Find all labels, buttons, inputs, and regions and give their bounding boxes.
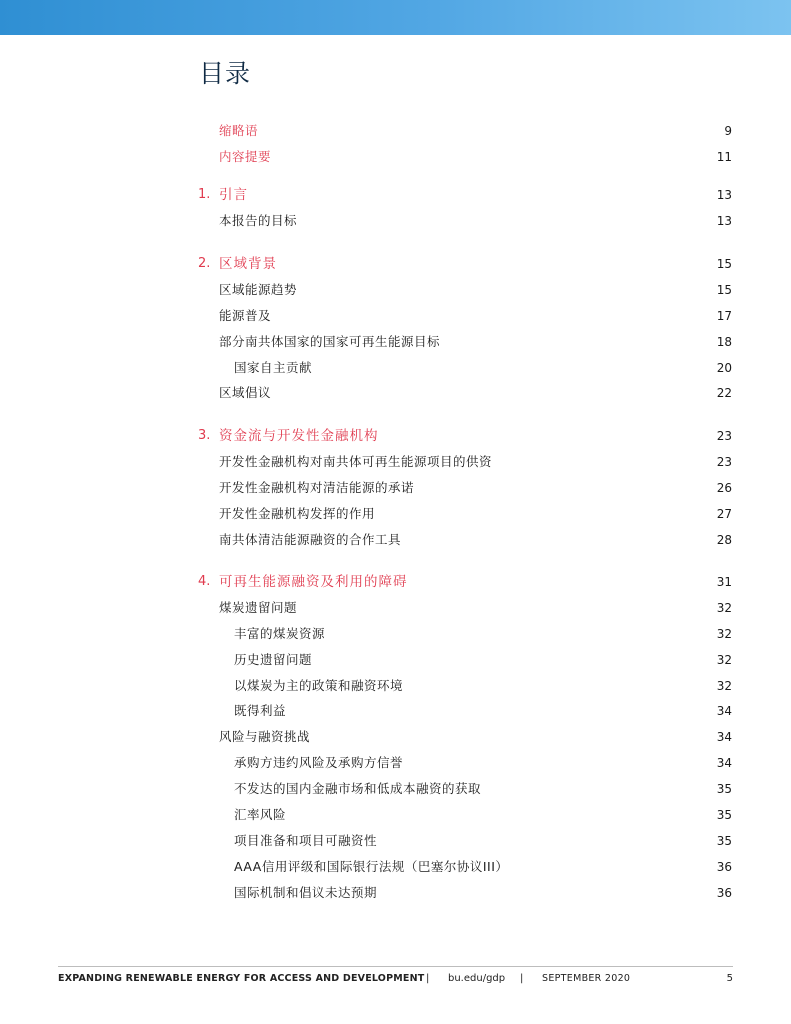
toc-section[interactable] [0, 383, 791, 403]
toc-entry-label: 本报告的目标 [219, 213, 298, 228]
toc-entry-label: 历史遗留问题 [234, 652, 313, 667]
toc-section[interactable] [0, 306, 791, 326]
toc-page-number: 26 [716, 481, 732, 495]
footer-divider [58, 966, 733, 967]
toc-entry-abbreviations[interactable] [0, 121, 791, 141]
toc-page-number: 13 [716, 188, 732, 202]
toc-entry-label: AAA信用评级和国际银行法规（巴塞尔协议III） [234, 859, 509, 874]
toc-entry-label: 缩略语 [219, 123, 259, 138]
chapter-title: 引言 [219, 187, 248, 203]
toc-page-number: 15 [716, 283, 732, 297]
toc-entry-label: 煤炭遗留问题 [219, 600, 298, 615]
footer-separator: | [520, 973, 524, 984]
toc-page-number: 35 [716, 782, 732, 796]
toc-entry-label: 开发性金融机构发挥的作用 [219, 506, 376, 521]
page-footer [58, 972, 733, 986]
toc-page-number: 34 [716, 704, 732, 718]
toc-page-number: 13 [716, 214, 732, 228]
toc-page-number: 34 [716, 756, 732, 770]
toc-entry-executive-summary[interactable] [0, 147, 791, 167]
toc-entry-label: 风险与融资挑战 [219, 729, 311, 744]
toc-entry-label: 开发性金融机构对清洁能源的承诺 [219, 480, 415, 495]
toc-page-number: 32 [716, 653, 732, 667]
toc-entry-label: 能源普及 [219, 308, 272, 323]
toc-page-number: 23 [716, 429, 732, 443]
toc-page-number: 28 [716, 533, 732, 547]
toc-subsection[interactable] [0, 805, 791, 825]
toc-subsection[interactable] [0, 857, 791, 877]
toc-page-number: 27 [716, 507, 732, 521]
toc-entry-label: 国际机制和倡议未达预期 [234, 885, 378, 900]
chapter-number: 1. [198, 187, 211, 202]
toc-page-number: 32 [716, 627, 732, 641]
toc-entry-label: 以煤炭为主的政策和融资环境 [234, 678, 404, 693]
toc-page-number: 11 [716, 150, 732, 164]
footer-url-link[interactable]: bu.edu/gdp [448, 973, 506, 984]
toc-page-number: 36 [716, 886, 732, 900]
toc-entry-label: 不发达的国内金融市场和低成本融资的获取 [234, 781, 482, 796]
toc-entry-label: 丰富的煤炭资源 [234, 626, 326, 641]
toc-page-number: 32 [716, 679, 732, 693]
toc-page-number: 23 [716, 455, 732, 469]
toc-page-number: 22 [716, 386, 732, 400]
toc-section[interactable] [0, 504, 791, 524]
toc-entry-label: 项目准备和项目可融资性 [234, 833, 378, 848]
toc-entry-label: 国家自主贡献 [234, 360, 313, 375]
toc-entry-label: 部分南共体国家的国家可再生能源目标 [219, 334, 441, 349]
footer-separator: | [426, 973, 430, 984]
chapter-title: 区域背景 [219, 256, 277, 272]
toc-page-number: 35 [716, 834, 732, 848]
chapter-number: 3. [198, 428, 211, 443]
toc-section[interactable] [0, 452, 791, 472]
toc-subsection[interactable] [0, 701, 791, 721]
toc-page-number: 15 [716, 257, 732, 271]
toc-page-number: 17 [716, 309, 732, 323]
toc-section[interactable] [0, 478, 791, 498]
toc-entry-label: 承购方违约风险及承购方信誉 [234, 755, 404, 770]
toc-entry-label: 开发性金融机构对南共体可再生能源项目的供资 [219, 454, 493, 469]
chapter-number: 4. [198, 574, 211, 589]
chapter-number: 2. [198, 256, 211, 271]
toc-entry-label: 区域能源趋势 [219, 282, 298, 297]
toc-section[interactable] [0, 280, 791, 300]
toc-page-number: 20 [716, 361, 732, 375]
toc-page-number: 32 [716, 601, 732, 615]
toc-entry-label: 内容提要 [219, 149, 272, 164]
toc-section[interactable] [0, 211, 791, 231]
toc-chapter-3[interactable] [0, 426, 791, 446]
toc-section[interactable] [0, 530, 791, 550]
footer-report-title: EXPANDING RENEWABLE ENERGY FOR ACCESS AND DEVELOPMENT [58, 973, 425, 984]
toc-entry-label: 南共体清洁能源融资的合作工具 [219, 532, 402, 547]
toc-entry-label: 区域倡议 [219, 385, 272, 400]
toc-subsection[interactable] [0, 831, 791, 851]
chapter-title: 资金流与开发性金融机构 [219, 428, 379, 444]
toc-subsection[interactable] [0, 358, 791, 378]
toc-page-number: 34 [716, 730, 732, 744]
toc-subsection[interactable] [0, 779, 791, 799]
toc-subsection[interactable] [0, 883, 791, 903]
toc-chapter-2[interactable] [0, 254, 791, 274]
toc-section[interactable] [0, 598, 791, 618]
page-title: 目录 [199, 59, 252, 88]
toc-page-number: 36 [716, 860, 732, 874]
toc-section[interactable] [0, 332, 791, 352]
toc-chapter-1[interactable] [0, 185, 791, 205]
toc-section[interactable] [0, 727, 791, 747]
toc-subsection[interactable] [0, 753, 791, 773]
chapter-title: 可再生能源融资及利用的障碍 [219, 574, 408, 590]
toc-page-number: 18 [716, 335, 732, 349]
toc-subsection[interactable] [0, 624, 791, 644]
toc-entry-label: 既得利益 [234, 703, 287, 718]
toc-entry-label: 汇率风险 [234, 807, 287, 822]
toc-page-number: 35 [716, 808, 732, 822]
footer-page-number: 5 [726, 973, 733, 984]
toc-subsection[interactable] [0, 650, 791, 670]
toc-subsection[interactable] [0, 676, 791, 696]
footer-date: SEPTEMBER 2020 [542, 973, 631, 984]
toc-page-number: 31 [716, 575, 732, 589]
toc-page-number: 9 [724, 124, 732, 138]
toc-chapter-4[interactable] [0, 572, 791, 592]
